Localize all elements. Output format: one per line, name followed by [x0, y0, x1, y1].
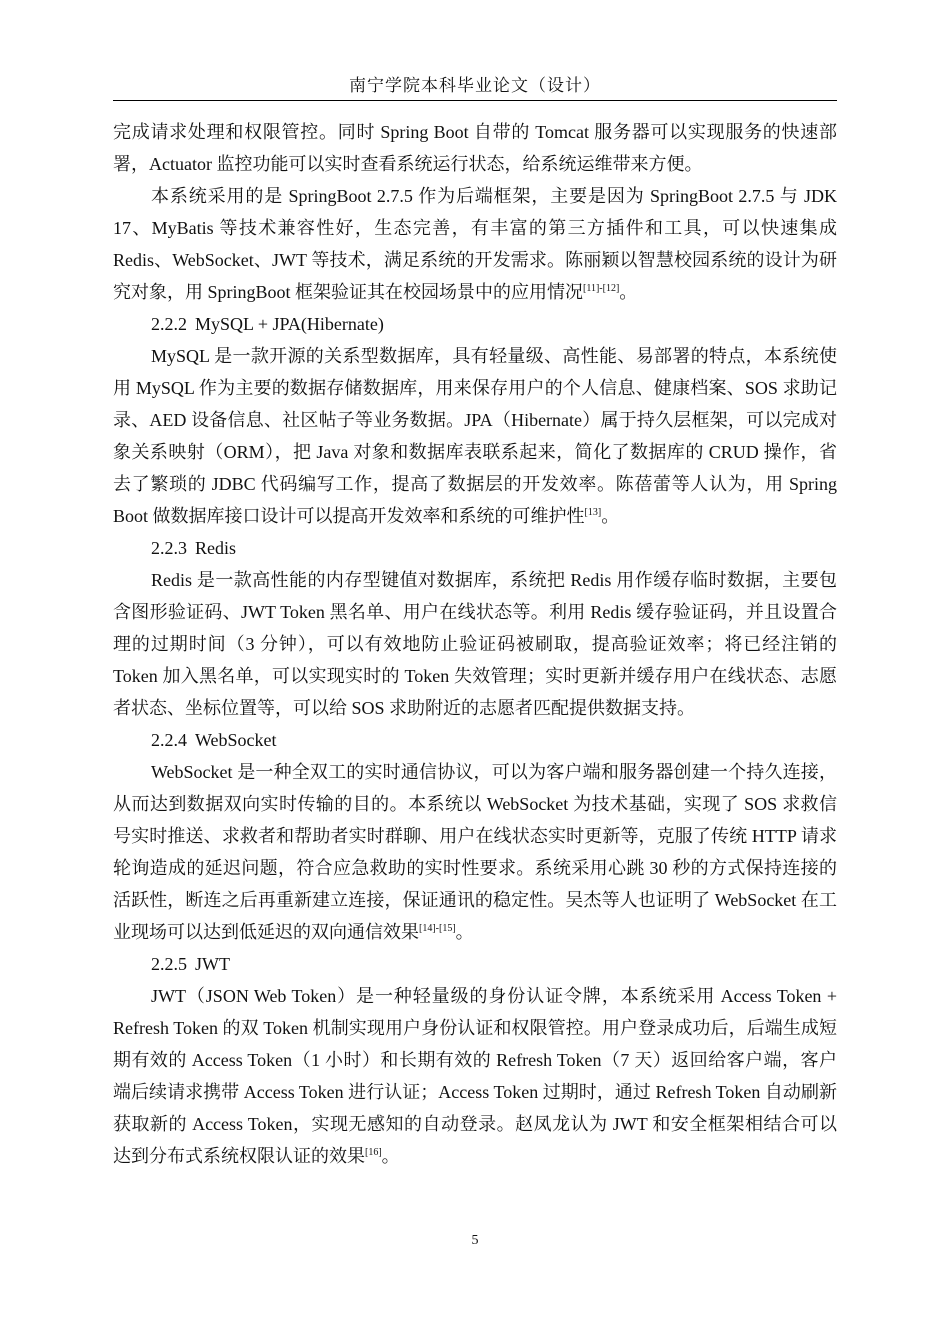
header-rule [113, 100, 837, 101]
section-heading: 2.2.3 Redis [151, 538, 237, 558]
paragraph: 完成请求处理和权限管控。同时 Spring Boot 自带的 Tomcat 服务器可以实现服务的快速部署，Actuator 监控功能可以实时查看系统运行状态，给系统运维带来方便。 [113, 122, 837, 174]
citation: [16] [365, 1147, 382, 1158]
running-header: 南宁学院本科毕业论文（设计） [349, 76, 601, 95]
paragraph: 本系统采用的是 SpringBoot 2.7.5 作为后端框架，主要是因为 SpringBoot 2.7.5 与 JDK 17、MyBatis 等技术兼容性好，生态完善，有丰富的第三方插件和工具，可以快速集成 Redis、WebSocket、JWT 等技术，满足系统的开发需求。陈丽颖以智慧校园系统的设计为研究对象，用 SpringBoot 框架验证其在校园场景中的应用情况[11]-[12]。 [113, 186, 837, 302]
section-heading: 2.2.4 WebSocket [151, 730, 277, 750]
page-number: 5 [471, 1233, 479, 1248]
body-text [113, 116, 837, 1172]
citation: [14]-[15] [419, 923, 456, 934]
paragraph: Redis 是一款高性能的内存型键值对数据库，系统把 Redis 用作缓存临时数据，主要包含图形验证码、JWT Token 黑名单、用户在线状态等。利用 Redis 缓存验证码，并且设置合理的过期时间（3 分钟），可以有效地防止验证码被刷取，提高验证效率；将已经注销的 Token 加入黑名单，可以实现实时的 Token 失效管理；实时更新并缓存用户在线状态、志愿者状态、坐标位置等，可以给 SOS 求助附近的志愿者匹配提供数据支持。 [113, 570, 837, 718]
paragraph: MySQL 是一款开源的关系型数据库，具有轻量级、高性能、易部署的特点，本系统使用 MySQL 作为主要的数据存储数据库，用来保存用户的个人信息、健康档案、SOS 求助记录、AED 设备信息、社区帖子等业务数据。JPA（Hibernate）属于持久层框架，可以完成对象关系映射（ORM），把 Java 对象和数据库表联系起来，简化了数据库的 CRUD 操作，省去了繁琐的 JDBC 代码编写工作，提高了数据层的开发效率。陈蓓蕾等人认为，用 Spring Boot 做数据库接口设计可以提高开发效率和系统的可维护性[13]。 [113, 346, 837, 526]
citation: [11]-[12] [583, 283, 620, 294]
section-heading: 2.2.2 MySQL + JPA(Hibernate) [151, 314, 384, 334]
paragraph: JWT（JSON Web Token）是一种轻量级的身份认证令牌，本系统采用 Access Token + Refresh Token 的双 Token 机制实现用户身份认证和权限管控。用户登录成功后，后端生成短期有效的 Access Token（1 小时）和长期有效的 Refresh Token（7 天）返回给客户端，客户端后续请求携带 Access Token 进行认证；Access Token 过期时，通过 Refresh Token 自动刷新获取新的 Access Token，实现无感知的自动登录。赵凤龙认为 JWT 和安全框架相结合可以达到分布式系统权限认证的效果[16]。 [113, 986, 837, 1166]
paragraph: WebSocket 是一种全双工的实时通信协议，可以为客户端和服务器创建一个持久连接，从而达到数据双向实时传输的目的。本系统以 WebSocket 为技术基础，实现了 SOS 求救信号实时推送、求救者和帮助者实时群聊、用户在线状态实时更新等，克服了传统 HTTP 请求轮询造成的延迟问题，符合应急救助的实时性要求。系统采用心跳 30 秒的方式保持连接的活跃性，断连之后再重新建立连接，保证通讯的稳定性。吴杰等人也证明了 WebSocket 在工业现场可以达到低延迟的双向通信效果[14]-[15]。 [113, 762, 837, 942]
citation: [13] [584, 507, 602, 518]
section-heading: 2.2.5 JWT [151, 954, 230, 974]
